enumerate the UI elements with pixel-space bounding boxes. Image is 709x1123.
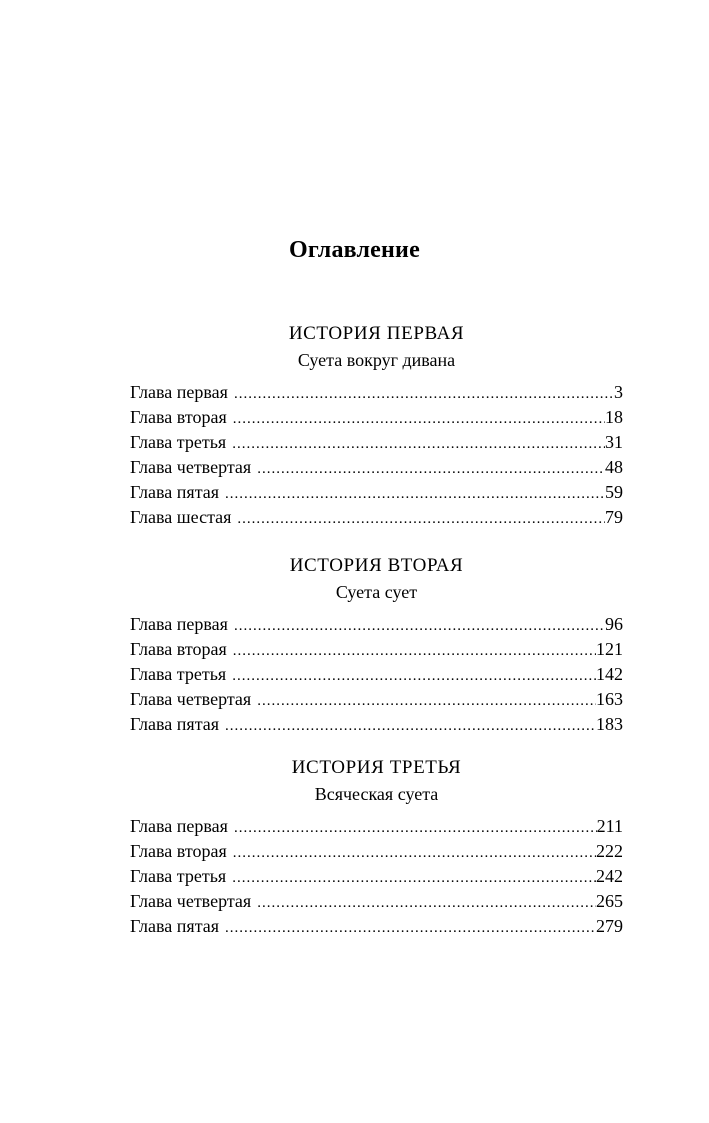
chapter-label: Глава первая [130, 614, 228, 634]
story-subtitle: Всяческая суета [314, 784, 439, 804]
story-section-3 [130, 756, 623, 939]
toc-entry[interactable] [130, 889, 623, 914]
toc-entry[interactable] [130, 430, 623, 455]
chapter-label: Глава четвертая [130, 689, 252, 709]
chapter-label: Глава вторая [130, 407, 227, 427]
chapter-label: Глава шестая [130, 507, 232, 527]
page-number: 183 [596, 714, 623, 734]
dot-leader [225, 714, 596, 739]
chapter-label: Глава первая [130, 816, 228, 836]
page-number: 222 [596, 841, 623, 861]
toc-entry[interactable] [130, 687, 623, 712]
dot-leader [257, 457, 605, 482]
chapter-label: Глава четвертая [130, 457, 252, 477]
dot-leader [234, 614, 605, 639]
story-section-2 [130, 554, 623, 737]
chapter-label: Глава четвертая [130, 891, 252, 911]
toc-entry[interactable] [130, 405, 623, 430]
toc-entry[interactable] [130, 455, 623, 480]
dot-leader [237, 507, 605, 532]
page-number: 142 [596, 664, 623, 684]
toc-entry[interactable] [130, 839, 623, 864]
toc-entry[interactable] [130, 662, 623, 687]
chapter-label: Глава пятая [130, 482, 220, 502]
dot-leader [257, 689, 596, 714]
page-number: 163 [596, 689, 623, 709]
toc-title: Оглавление [289, 237, 420, 263]
page-number: 18 [605, 407, 623, 427]
page-number: 265 [596, 891, 623, 911]
dot-leader [232, 664, 596, 689]
page-number: 242 [596, 866, 623, 886]
story-title: ИСТОРИЯ ВТОРАЯ [289, 555, 464, 576]
dot-leader [233, 407, 605, 432]
chapter-label: Глава третья [130, 432, 227, 452]
dot-leader [232, 432, 605, 457]
chapter-list [130, 814, 623, 939]
toc-entry[interactable] [130, 637, 623, 662]
toc-entry[interactable] [130, 914, 623, 939]
page-number: 59 [605, 482, 623, 502]
chapter-label: Глава пятая [130, 916, 220, 936]
page-number: 79 [605, 507, 623, 527]
story-subtitle: Суета вокруг дивана [297, 350, 456, 370]
chapter-label: Глава первая [130, 382, 228, 402]
toc-entry[interactable] [130, 712, 623, 737]
dot-leader [234, 816, 597, 841]
page-number: 279 [596, 916, 623, 936]
chapter-label: Глава вторая [130, 841, 227, 861]
toc-entry[interactable] [130, 814, 623, 839]
page-number: 211 [596, 816, 623, 836]
page-number: 48 [605, 457, 623, 477]
story-title: ИСТОРИЯ ТРЕТЬЯ [291, 757, 462, 778]
page-number: 3 [614, 382, 623, 402]
toc-entry[interactable] [130, 612, 623, 637]
chapter-list [130, 380, 623, 530]
page-number: 31 [605, 432, 623, 452]
dot-leader [233, 639, 596, 664]
story-title: ИСТОРИЯ ПЕРВАЯ [288, 323, 465, 344]
toc-entry[interactable] [130, 505, 623, 530]
chapter-list [130, 612, 623, 737]
dot-leader [257, 891, 596, 916]
page-number: 96 [605, 614, 623, 634]
chapter-label: Глава третья [130, 664, 227, 684]
dot-leader [225, 916, 596, 941]
toc-entry[interactable] [130, 864, 623, 889]
dot-leader [233, 841, 596, 866]
chapter-label: Глава вторая [130, 639, 227, 659]
dot-leader [234, 382, 614, 407]
chapter-label: Глава третья [130, 866, 227, 886]
toc-entry[interactable] [130, 480, 623, 505]
dot-leader [225, 482, 605, 507]
story-subtitle: Суета сует [335, 582, 418, 602]
story-section-1 [130, 322, 623, 530]
dot-leader [232, 866, 596, 891]
chapter-label: Глава пятая [130, 714, 220, 734]
toc-entry[interactable] [130, 380, 623, 405]
page-number: 121 [596, 639, 623, 659]
